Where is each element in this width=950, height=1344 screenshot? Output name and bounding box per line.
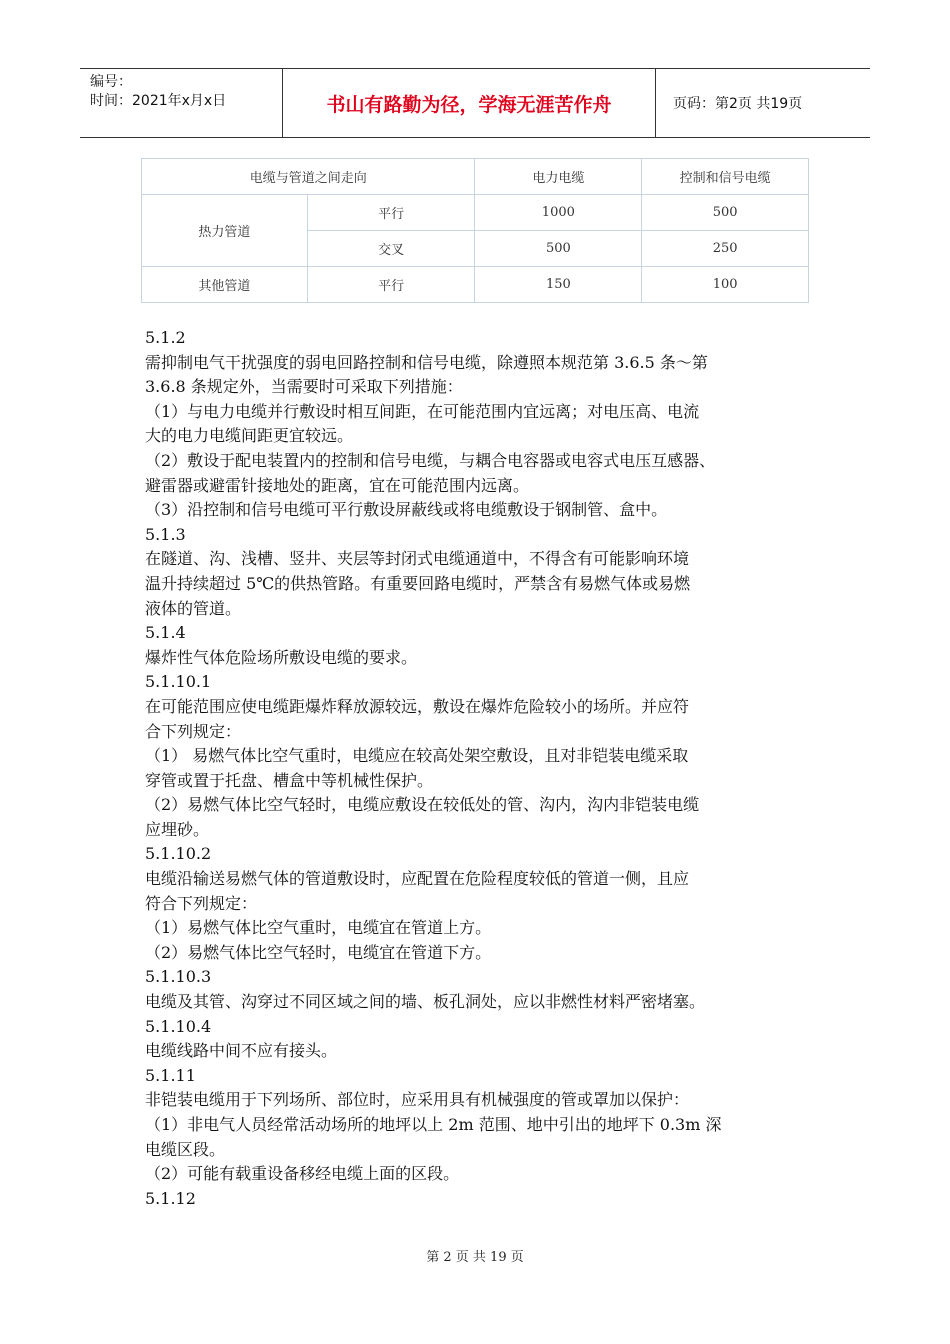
body-line: 合下列规定： [145, 721, 242, 741]
table-row [142, 195, 809, 231]
body-line: （1）易燃气体比空气重时，电缆宜在管道上方。 [145, 918, 492, 938]
body-line: 5.1.3 [145, 524, 186, 544]
body-line: 5.1.12 [145, 1188, 196, 1208]
header-page-info [665, 69, 870, 137]
body-line: 避雷器或避雷针接地处的距离，宜在可能范围内远离。 [145, 475, 530, 495]
table-cell: 1000 [475, 195, 642, 231]
table-cell: 100 [642, 267, 809, 303]
time-label: 时间：2021年x月x日 [90, 93, 227, 109]
table-cell: 平行 [307, 267, 475, 303]
body-line: （2）敷设于配电装置内的控制和信号电缆，与耦合电容器或电容式电压互感器、 [145, 450, 716, 470]
body-line: 非铠装电缆用于下列场所、部位时，应采用具有机械强度的管或罩加以保护： [145, 1090, 690, 1110]
body-line: 在隧道、沟、浅槽、竖井、夹层等封闭式电缆通道中，不得含有可能影响环境 [145, 549, 690, 569]
body-line: （2）易燃气体比空气轻时，电缆应敷设在较低处的管、沟内，沟内非铠装电缆 [145, 795, 700, 815]
table-cell: 250 [642, 231, 809, 267]
body-line: （1） 易燃气体比空气重时，电缆应在较高处架空敷设，且对非铠装电缆采取 [145, 746, 689, 766]
body-line: 爆炸性气体危险场所敷设电缆的要求。 [145, 647, 418, 667]
body-line: 需抑制电气干扰强度的弱电回路控制和信号电缆，除遵照本规范第 3.6.5 条～第 [145, 352, 708, 372]
body-line: 5.1.11 [145, 1065, 196, 1085]
body-line: 穿管或置于托盘、槽盒中等机械性保护。 [145, 770, 434, 790]
body-line: 液体的管道。 [145, 598, 242, 618]
body-line: 符合下列规定： [145, 893, 258, 913]
body-line: 在可能范围应使电缆距爆炸释放源较远，敷设在爆炸危险较小的场所。并应符 [145, 696, 690, 716]
table-header-cell: 电缆与管道之间走向 [142, 159, 475, 195]
body-line: 应埋砂。 [145, 819, 210, 839]
body-line: 3.6.8 条规定外，当需要时可采取下列措施： [145, 377, 463, 397]
table-cell: 交叉 [307, 231, 475, 267]
body-line: 电缆区段。 [145, 1139, 226, 1159]
body-line: （2）易燃气体比空气轻时，电缆宜在管道下方。 [145, 942, 492, 962]
page-info-text: 页码：第2页 共19页 [673, 96, 803, 112]
table-header-cell: 控制和信号电缆 [642, 159, 809, 195]
body-line: 电缆及其管、沟穿过不同区域之间的墙、板孔洞处，应以非燃性材料严密堵塞。 [145, 992, 706, 1012]
table-header-cell: 电力电缆 [475, 159, 642, 195]
body-line: （2）可能有载重设备移经电缆上面的区段。 [145, 1164, 460, 1184]
body-line: 5.1.2 [145, 328, 186, 347]
page-footer: 第 2 页 共 19 页 [426, 1250, 524, 1265]
body-line: （3）沿控制和信号电缆可平行敷设屏蔽线或将电缆敷设于钢制管、盒中。 [145, 500, 668, 520]
body-line: 大的电力电缆间距更宜较远。 [145, 426, 354, 446]
table-row [142, 267, 809, 303]
body-line: 5.1.10.1 [145, 672, 212, 692]
header-motto: 书山有路勤为径，学海无涯苦作舟 [283, 69, 656, 137]
body-line: 5.1.10.2 [145, 844, 212, 864]
body-line: 电缆沿输送易燃气体的管道敷设时，应配置在危险程度较低的管道一侧，且应 [145, 869, 690, 889]
table-cell: 热力管道 [142, 195, 308, 267]
body-line: （1）非电气人员经常活动场所的地坪以上 2m 范围、地中引出的地坪下 0.3m 深 [145, 1115, 722, 1134]
body-line: 5.1.10.4 [145, 1016, 212, 1036]
table-cell: 150 [475, 267, 642, 303]
header-meta [80, 69, 283, 137]
document-body [145, 326, 815, 1211]
body-line: 5.1.10.3 [145, 967, 212, 987]
page-header [80, 68, 870, 138]
table-cell: 500 [642, 195, 809, 231]
body-line: （1）与电力电缆并行敷设时相互间距，在可能范围内宜远离；对电压高、电流 [145, 401, 700, 421]
number-label: 编号： [90, 74, 132, 90]
body-line: 温升持续超过 5℃的供热管路。有重要回路电缆时，严禁含有易燃气体或易燃 [145, 573, 691, 593]
table-cell: 500 [475, 231, 642, 267]
table-header-row [142, 159, 809, 195]
body-line: 5.1.4 [145, 623, 186, 643]
cable-distance-table [141, 158, 809, 303]
body-line: 电缆线路中间不应有接头。 [145, 1041, 338, 1061]
table-cell: 平行 [307, 195, 475, 231]
table-cell: 其他管道 [142, 267, 308, 303]
